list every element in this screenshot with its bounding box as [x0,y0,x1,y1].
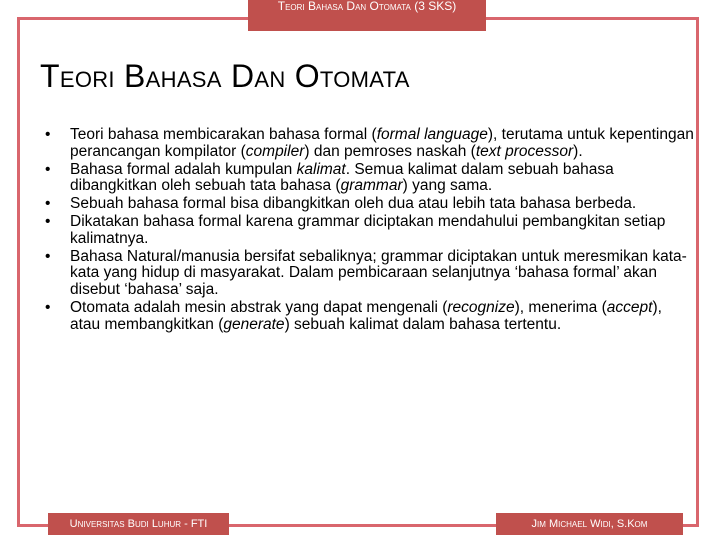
bullet-text-italic: kalimat [296,160,346,178]
bullet-marker: • [45,195,51,213]
header-label: Teori Bahasa Dan Otomata (3 SKS) [277,0,457,13]
bullet-text: . Semua kalimat dalam sebuah bahasa dibangkitkan oleh sebuah tata bahasa ( [70,160,614,195]
bullet-text: Dikatakan bahasa formal karena grammar diciptakan mendahului pembangkitan setiap kalimatnya. [70,212,666,247]
footer-left-badge [48,513,229,535]
footer-right-badge [496,513,683,535]
bullet-text: ), menerima ( [514,298,607,316]
bullet-marker: • [45,247,51,265]
bullet-text: Sebuah bahasa formal bisa dibangkitkan oleh dua atau lebih tata bahasa berbeda. [70,195,637,213]
title-divider [20,104,696,105]
bullet-text: ), atau membangkitkan ( [70,298,662,333]
bullet-item [45,249,695,299]
bullet-list [45,127,695,335]
bullet-marker: • [45,126,51,143]
bullet-text-italic: text processor [475,142,574,160]
bullet-text: Teori bahasa membicarakan bahasa formal ( [70,126,377,143]
bullet-text-italic: formal language [376,126,488,143]
bullet-marker: • [45,298,51,316]
bullet-text-italic: compiler [245,142,305,160]
bullet-text: ) dan pemroses naskah ( [304,142,476,160]
header-tab [248,0,486,31]
bullet-text: ), terutama untuk kepentingan perancangan kompilator ( [70,126,694,160]
bullet-marker: • [45,160,51,178]
bullet-text: ). [573,142,583,160]
bullet-text: Otomata adalah mesin abstrak yang dapat mengenali ( [70,298,448,316]
bullet-item [45,127,695,161]
bullet-item [45,196,695,213]
bullet-item [45,300,695,334]
bullet-text-italic: grammar [340,177,403,195]
bullet-text-italic: accept [606,298,653,316]
page-title: Teori Bahasa Dan Otomata [40,58,410,94]
bullet-item [45,162,695,196]
bullet-marker: • [45,212,51,230]
bullet-text-italic: recognize [447,298,515,316]
footer-right-label: Jim Michael Widi, S.Kom [531,518,648,530]
bullet-text: ) sebuah kalimat dalam bahasa tertentu. [284,315,562,333]
bullet-item [45,214,695,248]
bullet-text: ) yang sama. [402,177,493,195]
bullet-text-italic: generate [223,315,285,333]
bullet-text: Bahasa Natural/manusia bersifat sebaliknya; grammar diciptakan untuk meresmikan kata-kata yang hidup di masyarakat. Dalam pembicaraan selanjutnya ‘bahasa formal’ akan disebut ‘bahasa’ saja. [70,247,687,299]
bullet-text: Bahasa formal adalah kumpulan [70,160,297,178]
footer-left-label: Universitas Budi Luhur - FTI [69,518,208,530]
